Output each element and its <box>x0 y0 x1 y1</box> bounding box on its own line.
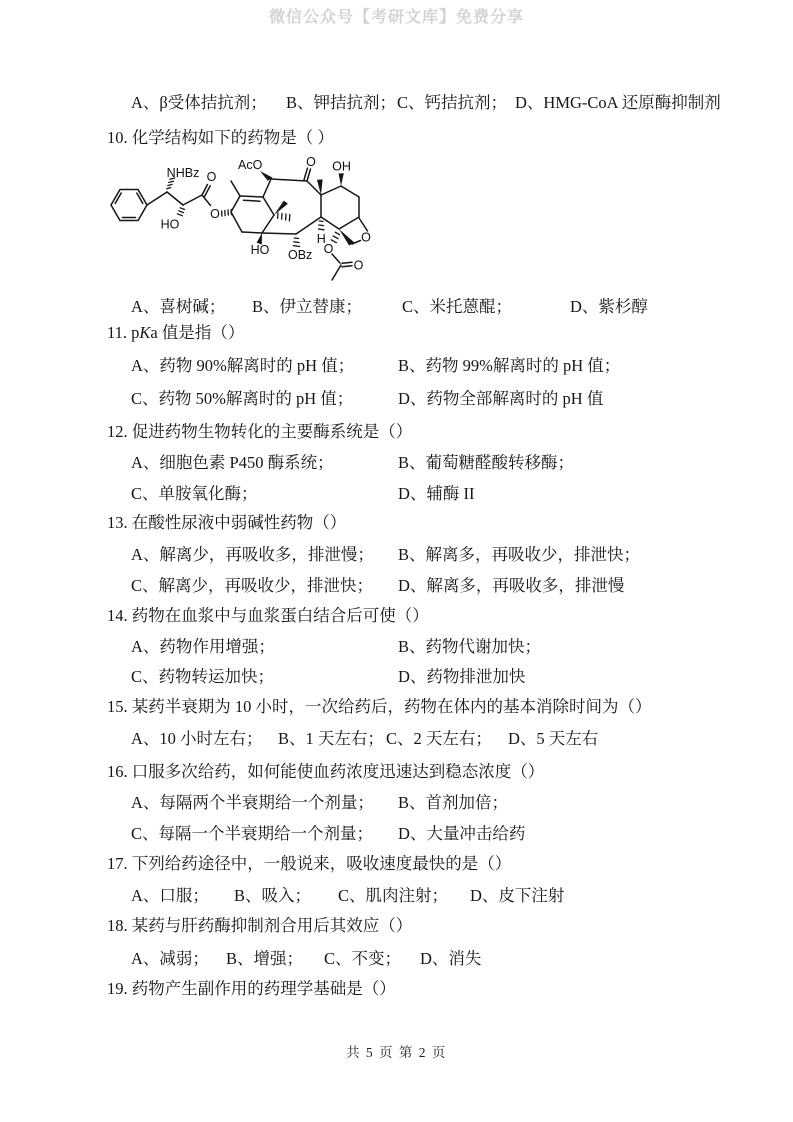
q16-option-a: A、每隔两个半衰期给一个剂量； <box>131 793 374 812</box>
q16-options-row-2 <box>0 823 793 845</box>
ester-o-label: O <box>210 207 220 221</box>
q12-option-c: C、单胺氧化酶； <box>131 484 258 503</box>
q16-stem: 16. 口服多次给药，如何能使血药浓度迅速达到稳态浓度（） <box>107 762 545 781</box>
q14-option-c: C、药物转运加快； <box>131 667 275 686</box>
q12-stem: 12. 促进药物生物转化的主要酶系统是（） <box>107 422 413 441</box>
ketone-o-label: O <box>306 155 316 169</box>
q11-stem-post: a 值是指（） <box>150 323 245 342</box>
nhbz-label: NHBz <box>166 166 200 180</box>
q17-option-a: A、口服； <box>131 886 209 905</box>
page-footer: 共 5 页 第 2 页 <box>346 1045 447 1060</box>
obz-label: OBz <box>288 248 313 262</box>
q11-option-a: A、药物 90%解离时的 pH 值； <box>131 356 355 375</box>
core-ho-label: HO <box>250 243 270 257</box>
watermark-text: 微信公众号【考研文库】免费分享 <box>268 9 525 26</box>
q12-option-b: B、葡萄糖醛酸转移酶； <box>398 453 575 472</box>
acetate-carbonyl-o-label: O <box>353 258 364 273</box>
q13-stem: 13. 在酸性尿液中弱碱性药物（） <box>107 513 347 532</box>
q9-option-b: B、钾拮抗剂； <box>286 93 397 112</box>
q11-stem-pre: 11. p <box>107 323 140 342</box>
q14-option-a: A、药物作用增强； <box>131 637 275 656</box>
q11-options-row-2 <box>0 388 793 410</box>
side-ho-label: HO <box>160 217 180 232</box>
acetate-o-label: O <box>323 242 334 256</box>
q9-options-row <box>0 92 793 114</box>
q14-option-b: B、药物代谢加快； <box>398 637 542 656</box>
q14-stem: 14. 药物在血浆中与血浆蛋白结合后可使（） <box>107 606 429 625</box>
q11-option-d: D、药物全部解离时的 pH 值 <box>398 389 604 408</box>
q13-options-row-2 <box>0 575 793 597</box>
q10-option-c: C、米托蒽醌； <box>402 297 513 316</box>
q18-option-c: C、不变； <box>324 949 402 968</box>
q9-option-d: D、HMG-CoA 还原酶抑制剂 <box>515 93 721 112</box>
q13-option-a: A、解离少，再吸收多，排泄慢； <box>131 545 374 564</box>
q14-options-row-1 <box>0 636 793 658</box>
q14-options-row-2 <box>0 666 793 688</box>
q13-option-d: D、解离多，再吸收多，排泄慢 <box>398 576 625 595</box>
q17-option-c: C、肌肉注射； <box>338 886 449 905</box>
q10-option-a: A、喜树碱； <box>131 297 226 316</box>
q11-option-b: B、药物 99%解离时的 pH 值； <box>398 356 621 375</box>
q13-option-c: C、解离少，再吸收少，排泄快； <box>131 576 374 595</box>
top-oh-label: OH <box>332 159 351 174</box>
q12-options-row-2 <box>0 483 793 505</box>
q12-options-row-1 <box>0 452 793 474</box>
q13-option-b: B、解离多，再吸收少，排泄快； <box>398 545 641 564</box>
ester-carbonyl-o-label: O <box>206 170 217 184</box>
q15-option-c: C、2 天左右； <box>386 729 492 748</box>
q18-option-a: A、减弱； <box>131 949 209 968</box>
q9-option-c: C、钙拮抗剂； <box>397 93 508 112</box>
q12-option-d: D、辅酶 II <box>398 484 475 503</box>
oxetane-o-label: O <box>361 230 371 245</box>
q18-option-b: B、增强； <box>226 949 304 968</box>
q10-option-d: D、紫杉醇 <box>570 297 648 316</box>
q15-option-d: D、5 天左右 <box>508 729 599 748</box>
paclitaxel-structure-diagram <box>110 148 470 300</box>
aco-label: AcO <box>238 158 263 172</box>
q14-option-d: D、药物排泄加快 <box>398 667 526 686</box>
q15-option-a: A、10 小时左右； <box>131 729 263 748</box>
q16-option-d: D、大量冲击给药 <box>398 824 526 843</box>
q16-options-row-1 <box>0 792 793 814</box>
q16-option-b: B、首剂加倍； <box>398 793 509 812</box>
q13-options-row-1 <box>0 544 793 566</box>
h-label: H <box>316 232 326 246</box>
q11-stem-pka-k: K <box>139 323 151 342</box>
q18-stem: 18. 某药与肝药酶抑制剂合用后其效应（） <box>107 916 413 935</box>
q11-stem <box>107 322 244 344</box>
q17-option-d: D、皮下注射 <box>470 886 565 905</box>
q11-option-c: C、药物 50%解离时的 pH 值； <box>131 389 354 408</box>
q17-stem: 17. 下列给药途径中，一般说来，吸收速度最快的是（） <box>107 854 512 873</box>
q18-option-d: D、消失 <box>420 949 482 968</box>
q19-stem: 19. 药物产生副作用的药理学基础是（） <box>107 979 396 998</box>
q12-option-a: A、细胞色素 P450 酶系统； <box>131 453 334 472</box>
q9-option-a: A、β受体拮抗剂； <box>131 93 267 112</box>
q11-options-row-1 <box>0 355 793 377</box>
q10-option-b: B、伊立替康； <box>252 297 363 316</box>
q18-options-row <box>0 948 793 970</box>
phenyl-ring <box>111 190 147 221</box>
q16-option-c: C、每隔一个半衰期给一个剂量； <box>131 824 374 843</box>
q17-option-b: B、吸入； <box>234 886 312 905</box>
q15-options-row <box>0 728 793 750</box>
q10-stem: 10. 化学结构如下的药物是（ ） <box>107 128 334 147</box>
q17-options-row <box>0 885 793 907</box>
q10-options-row <box>0 296 793 318</box>
q15-option-b: B、1 天左右； <box>278 729 384 748</box>
q15-stem: 15. 某药半衰期为 10 小时，一次给药后，药物在体内的基本消除时间为（） <box>107 697 652 716</box>
